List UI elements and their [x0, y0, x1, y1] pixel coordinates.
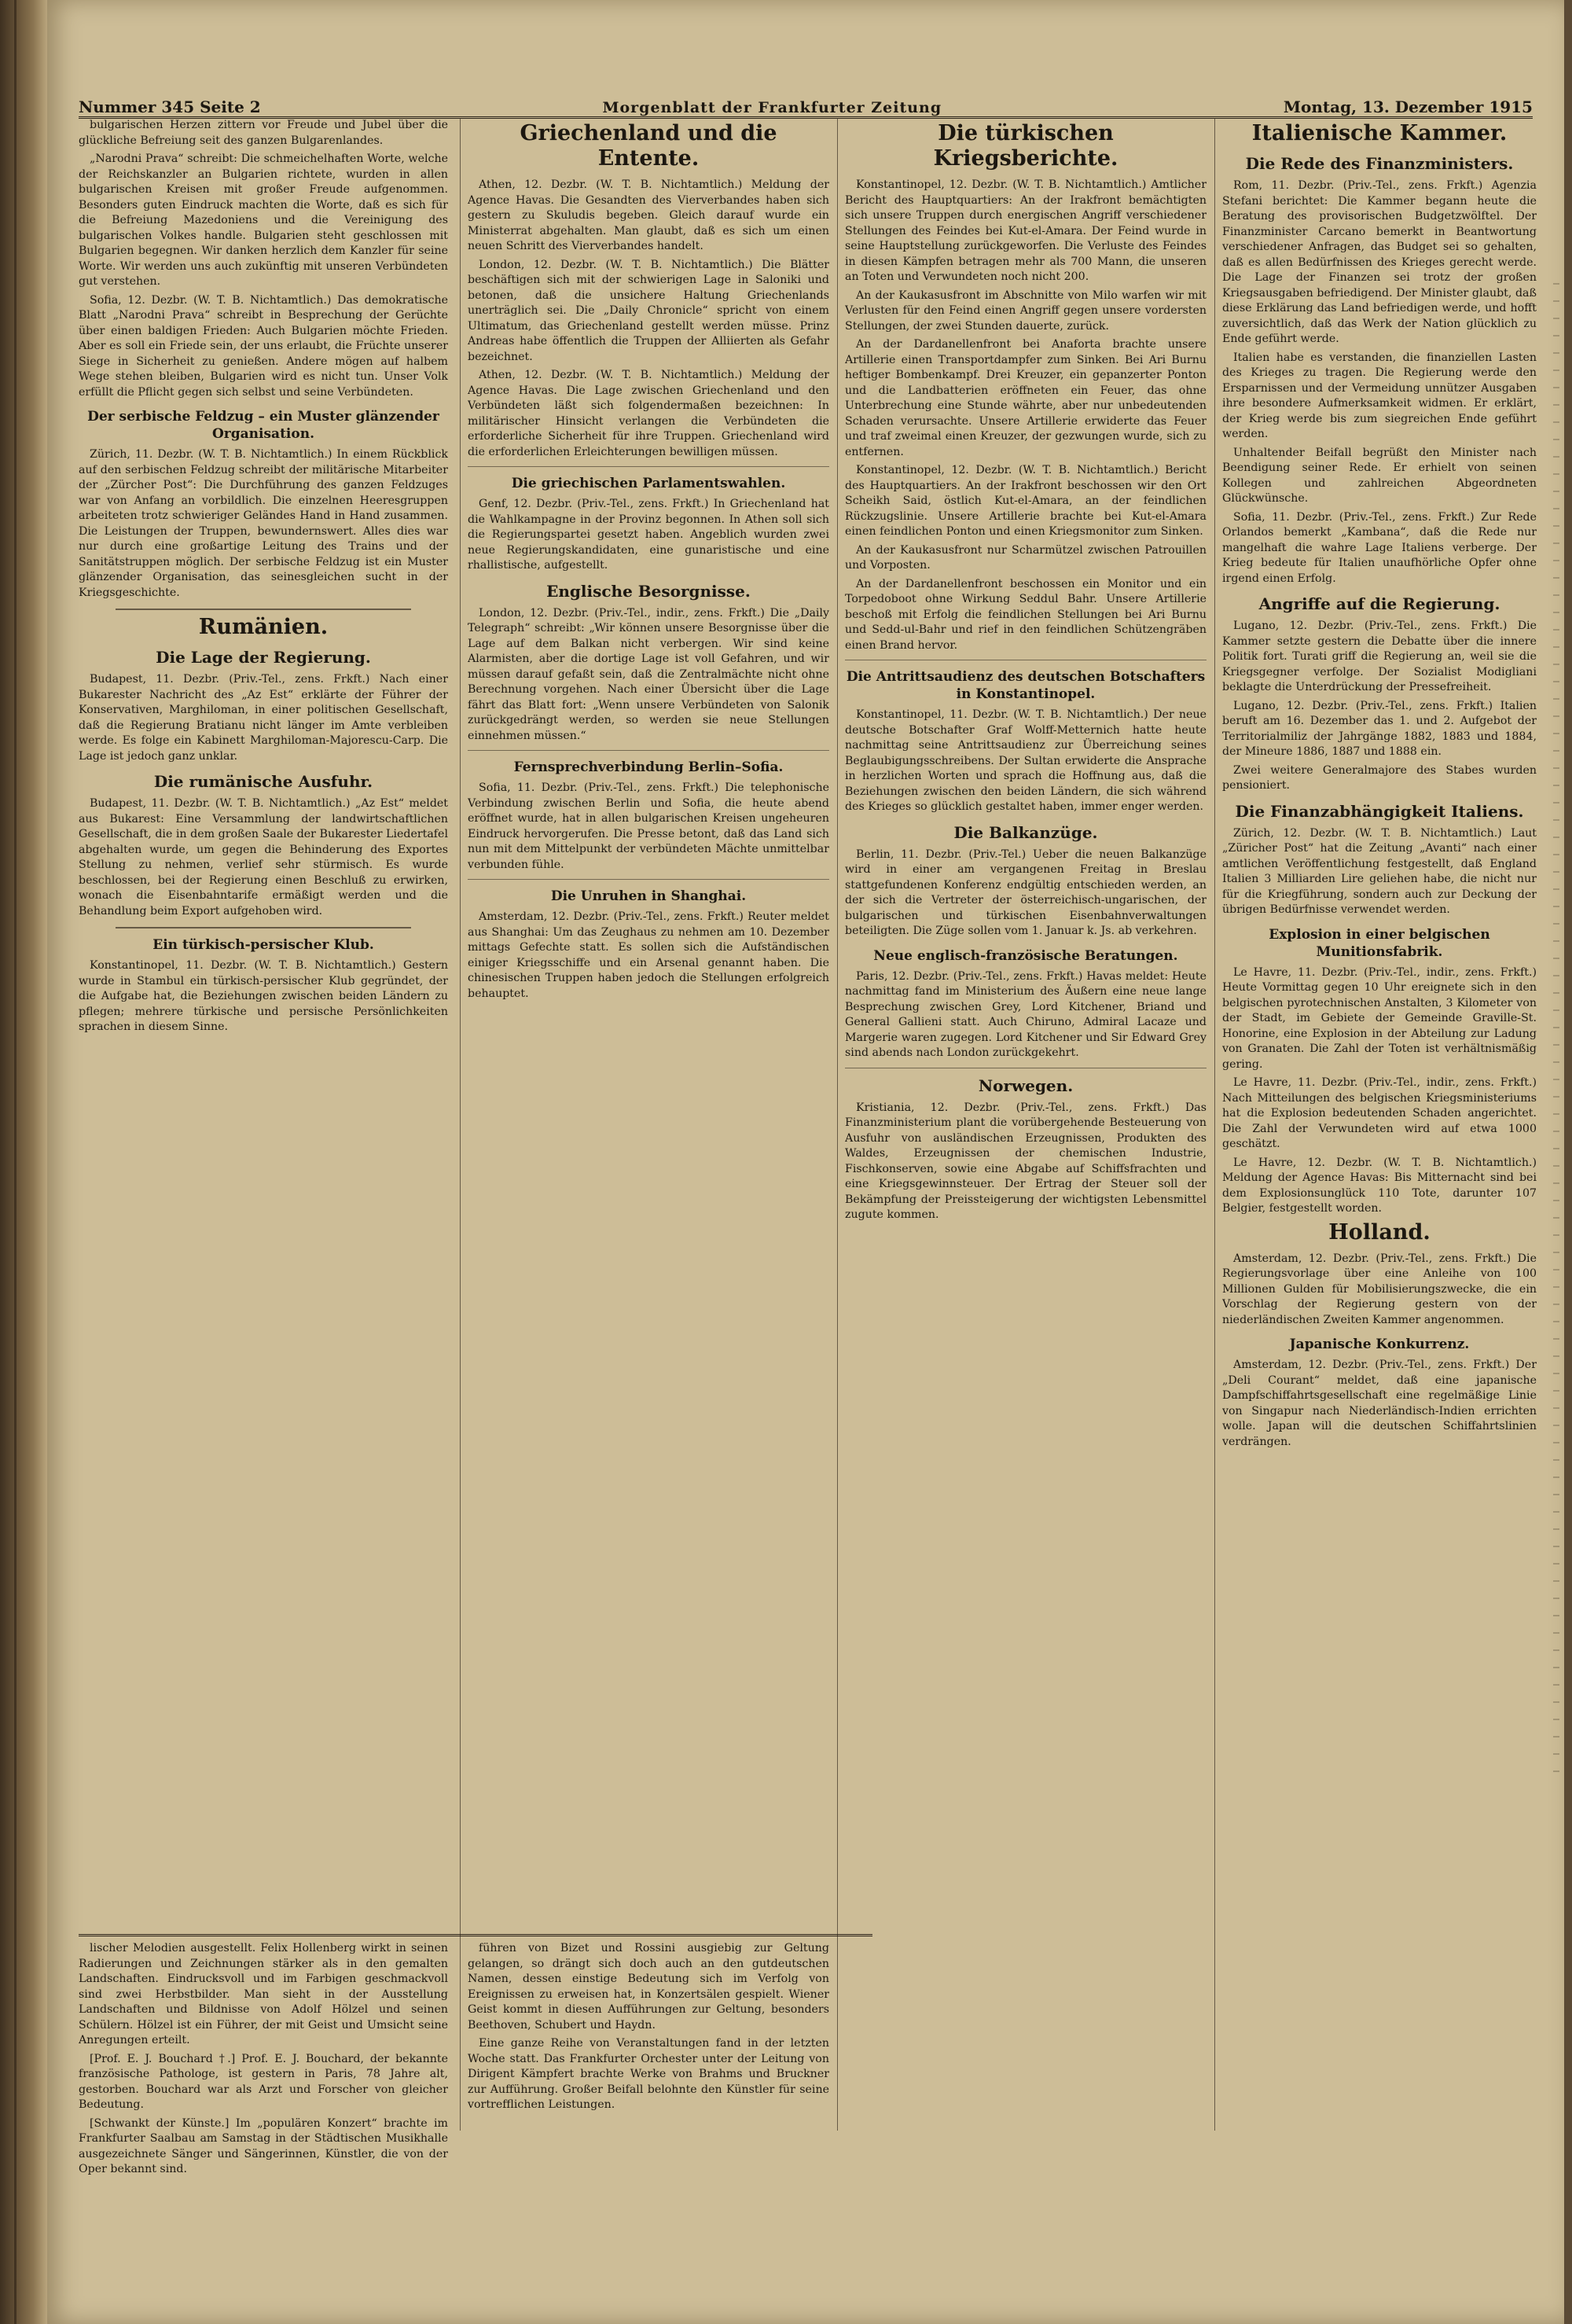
headline: Japanische Konkurrenz. — [1289, 1337, 1470, 1352]
headline: Die Rede des Finanzministers. — [1245, 154, 1514, 173]
article-paragraph: Lugano, 12. Dezbr. (Priv.-Tel., zens. Frkft.) Italien beruft am 16. Dezember das 1. und 2. Aufgebot der Territorialmiliz der Jahrgänge 1882, 1883 und 1884, der Mineure 1886, 1887 und 1888 ein. — [1222, 699, 1537, 758]
issue-date: Montag, 13. Dezember 1915 — [1283, 97, 1533, 116]
headline: Englische Besorgnisse. — [546, 581, 751, 601]
article-paragraph: Le Havre, 11. Dezbr. (Priv.-Tel., indir., zens. Frkft.) Heute Vormittag gegen 10 Uhr ereignete sich in den belgischen pyrotechnischen Anstalten, 3 Kilometer von der Stadt, im Gebiete der Gemeinde Graville-St. Honorine, eine Explosion in der Abteilung zur Ladung von Granaten. Die Zahl der Toten ist verhältnismäßig gering. — [1222, 965, 1537, 1071]
article-paragraph: An der Dardanellenfront beschossen ein Monitor und ein Torpedoboot ohne Wirkung Seddul Bahr. Unsere Artillerie beschoß mit Erfolg die feindlichen Stellungen bei Ari Burnu und Sedd-ul-Bahr und rief in den feindlichen Schützengräben einen Brand hervor. — [845, 577, 1207, 652]
article-paragraph: Amsterdam, 12. Dezbr. (Priv.-Tel., zens. Frkft.) Die Regierungsvorlage über eine Anleihe von 100 Millionen Gulden für Mobilisierungszwecke, die ein Vorschlag der Regierung gestern von der niederländischen Zweiten Kammer angenommen. — [1222, 1252, 1537, 1326]
section-title: Griechenland und die Entente. — [520, 121, 777, 171]
headline: Die rumänische Ausfuhr. — [153, 772, 373, 791]
article-paragraph: Zürich, 12. Dezbr. (W. T. B. Nichtamtlich.) Laut „Züricher Post“ hat die Zeitung „Avanti“ nach einer amtlichen Veröffentlichung festgestellt, daß England Italien 3 Milliarden Lire geliehen habe, die nicht nur für die Kriegführung, sondern auch zur Deckung der übrigen Bedürfnisse verwendet werden. — [1222, 826, 1537, 916]
article-paragraph: Konstantinopel, 12. Dezbr. (W. T. B. Nichtamtlich.) Bericht des Hauptquartiers. An der Irakfront beschossen wir den Ort Scheikh Said, östlich Kut-el-Amara, an der feindlichen Rückzugslinie. Unsere Artillerie brachte bei Kut-el-Amara einen feindlichen Ponton und einen Kriegsmonitor zum Sinken. — [845, 464, 1207, 538]
column-2 — [468, 118, 829, 2193]
article-paragraph: „Narodni Prava“ schreibt: Die schmeichelhaften Worte, welche der Reichskanzler an Bulgarien richtete, wurden in allen bulgarischen Kreisen mit großer Freude aufgenommen. Besonders guten Eindruck machten die Worte, daß es sich für die Befreiung Mazedoniens und die Vereinigung des bulgarischen Volkes handle. Bulgarien steht geschlossen mit Bulgarien begegnen. Wir danken herzlich dem Kanzler für seine Worte. Wir werden uns auch zukünftig mit unseren Verbündeten gut verstehen. — [79, 153, 448, 288]
headline: Explosion in einer belgischen Munitionsfabrik. — [1269, 926, 1490, 960]
headline: Fernsprechverbindung Berlin–Sofia. — [513, 759, 784, 775]
article-paragraph: Zürich, 11. Dezbr. (W. T. B. Nichtamtlich.) In einem Rückblick auf den serbischen Feldzug schreibt der militärische Mitarbeiter der „Zürcher Post“: Die Durchführung des ganzen Feldzuges war von Anfang an vorbildlich. Die einzelnen Heeresgruppen arbeiteten trotz schwieriger Geländes Hand in Hand zusammen. Die Leistungen der Truppen, bewundernswert. Alles dies war nur durch eine großartige Leitung des Trains und der Sanitätstruppen möglich. Der serbische Feldzug ist ein Muster glänzender Organisation, das seinesgleichen sucht in der Kriegsgeschichte. — [79, 448, 448, 599]
headline: Die Finanzabhängigkeit Italiens. — [1235, 801, 1524, 821]
headline: Die Antrittsaudienz des deutschen Botschafters in Konstantinopel. — [846, 669, 1206, 702]
article-paragraph: London, 12. Dezbr. (W. T. B. Nichtamtlich.) Die Blätter beschäftigen sich mit der schwierigen Lage in Saloniki und betonen, daß die unsichere Haltung Griechenlands unerträglich sei. Die „Daily Chronicle“ spricht von einem Ultimatum, das Griechenland gestellt werden müsse. Prinz Andreas habe öffentlich die Truppen der Alliierten als Gefahr bezeichnet. — [468, 258, 829, 363]
headline: Die Unruhen in Shanghai. — [550, 888, 747, 904]
feuilleton-paragraph: [Prof. E. J. Bouchard †.] Prof. E. J. Bouchard, der bekannte französische Pathologe, ist gestern in Paris, 78 Jahre alt, gestorben. Bouchard war als Arzt und Forscher von gleicher Bedeutung. — [79, 2052, 448, 2111]
page-header — [79, 88, 1533, 119]
headline: Der serbische Feldzug – ein Muster glänzender Organisation. — [87, 409, 439, 442]
section-divider — [116, 609, 411, 610]
section-title: Rumänien. — [198, 615, 329, 639]
binding-stripe — [14, 0, 17, 2324]
column-1 — [79, 118, 448, 2193]
article-paragraph: Zwei weitere Generalmajore des Stabes wurden pensioniert. — [1222, 763, 1537, 792]
feuilleton-column-left — [79, 1941, 448, 2311]
newspaper-title: Morgenblatt der Frankfurter Zeitung — [602, 99, 942, 116]
section-divider — [468, 750, 829, 751]
article-paragraph: Konstantinopel, 11. Dezbr. (W. T. B. Nichtamtlich.) Der neue deutsche Botschafter Graf Wolff-Metternich hatte heute nachmittag seine Antrittsaudienz zur Überreichung seines Beglaubigungsschreibens. Der Sultan erwiderte die Ansprache in herzlichen Worten und sprach die Hoffnung aus, daß die Beziehungen zwischen den beiden Ländern, die sich während des Krieges so glücklich gestaltet haben, immer enger werden. — [845, 708, 1207, 813]
headline: Die griechischen Parlamentswahlen. — [511, 476, 786, 491]
column-rule — [837, 118, 838, 2131]
article-paragraph: Budapest, 11. Dezbr. (Priv.-Tel., zens. Frkft.) Nach einer Bukarester Nachricht des „Az Est“ erklärte der Führer der Konservativen, Marghiloman, in einer politischen Gesellschaft, daß die Regierung Bratianu nicht länger im Amte verbleiben werde. Es folge ein Kabinett Marghiloman-Majorescu-Carp. Die Lage ist jedoch ganz unklar. — [79, 673, 448, 763]
article-paragraph: Le Havre, 11. Dezbr. (Priv.-Tel., indir., zens. Frkft.) Nach Mitteilungen des belgischen Kriegsministeriums hat die Explosion bedeutenden Schaden angerichtet. Die Zahl der Verwundeten wird auf etwa 1000 geschätzt. — [1222, 1076, 1537, 1150]
section-divider — [468, 879, 829, 880]
column-rule — [1214, 118, 1215, 2131]
headline: Ein türkisch-persischer Klub. — [152, 937, 374, 953]
section-title: Holland. — [1328, 1219, 1431, 1245]
article-paragraph: Athen, 12. Dezbr. (W. T. B. Nichtamtlich.) Meldung der Agence Havas. Die Lage zwischen Griechenland und den Verbündeten läßt sich folgendermaßen bezeichnen: In militärischer Hinsicht verlangen die Verbündeten die erforderliche Sicherheit für ihre Truppen. Griechenland wird die erforderlichen Erleichterungen bewilligen müssen. — [468, 369, 829, 458]
feuilleton-section — [79, 1934, 872, 2175]
feuilleton-paragraph: führen von Bizet und Rossini ausgiebig zur Geltung gelangen, so drängt sich doch auch an den gutdeutschen Namen, dessen einstige Bedeutung sich im Verfolg von Ereignissen zu erweisen hat, in Konzertsälen gespielt. Wiener Geist kommt in diesen Aufführungen zur Geltung, besonders Beethoven, Schubert und Haydn. — [468, 1942, 829, 2032]
article-paragraph: Rom, 11. Dezbr. (Priv.-Tel., zens. Frkft.) Agenzia Stefani berichtet: Die Kammer begann heute die Beratung des provisorischen Budgetzwölftel. Der Finanzminister Carcano bemerkt in Beantwortung verschiedener Anfragen, das Budget sei so gehalten, daß es allen Bedürfnissen des Krieges gerecht werde. Die Lage der Finanzen sei trotz der großen Kriegsausgaben befriedigend. Der Minister glaubt, daß diese Erklärung das Land befriedigen werde, und hofft zuversichtlich, daß das Werk der Nation glücklich zu Ende geführt werde. — [1222, 179, 1537, 345]
section-title: Italienische Kammer. — [1251, 121, 1508, 145]
article-paragraph: Budapest, 11. Dezbr. (W. T. B. Nichtamtlich.) „Az Est“ meldet aus Bukarest: Eine Versammlung der landwirtschaftlichen Gesellschaft, die in dem großen Saale der Bukarester Liedertafel abgehalten wurde, um gegen die Behinderung des Exportes Stellung zu nehmen, verlief sehr stürmisch. Es wurde beschlossen, bei der Regierung einen Beschluß zu erwirken, wonach die Eisenbahntarife ermäßigt werden und die Behandlung beim Export aufgehoben wird. — [79, 797, 448, 917]
article-paragraph: bulgarischen Herzen zittern vor Freude und Jubel über die glückliche Befreiung seit des ganzen Bulgarenlandes. — [79, 119, 448, 147]
column-3 — [845, 118, 1207, 2193]
headline: Angriffe auf die Regierung. — [1258, 594, 1500, 613]
newspaper-page — [47, 0, 1564, 2324]
article-paragraph: Lugano, 12. Dezbr. (Priv.-Tel., zens. Frkft.) Die Kammer setzte gestern die Debatte über die innere Politik fort. Turati griff die Regierung an, weil sie die Kriegsgegner verfolge. Der Sozialist Modigliani beklagte die Unterdrückung der Pressefreiheit. — [1222, 620, 1537, 693]
headline: Neue englisch-französische Beratungen. — [873, 947, 1178, 964]
feuilleton-column-right — [468, 1941, 829, 2311]
article-paragraph: Berlin, 11. Dezbr. (Priv.-Tel.) Ueber die neuen Balkanzüge wird in einer am vergangenen Freitag in Breslau stattgefundenen Konferenz endgültig entschieden werden, an der sich die Vertreter der österreichisch-ungarischen, der bulgarischen und türkischen Eisenbahnverwaltungen beteiligten. Die Züge sollen vom 1. Januar k. Js. ab verkehren. — [845, 848, 1207, 937]
article-paragraph: London, 12. Dezbr. (Priv.-Tel., indir., zens. Frkft.) Die „Daily Telegraph“ schreibt: „Wir können unsere Besorgnisse über die Lage auf dem Balkan nicht verbergen. Wir sind keine Alarmisten, aber die dortige Lage ist voll Gefahren, und wir müssen darauf gefaßt sein, daß die Zentralmächte nicht ohne Berechnung vorgehen. Nach einer Übersicht über die Lage fährt das Blatt fort: „Wenn unsere Verbündeten von Salonik zurückgedrängt werden, so werden sie neue Stellungen einnehmen müssen.“ — [468, 606, 829, 742]
headline: Die Lage der Regierung. — [156, 648, 371, 667]
article-paragraph: Sofia, 11. Dezbr. (Priv.-Tel., zens. Frkft.) Zur Rede Orlandos bemerkt „Kambana“, daß die Rede nur mangelhaft die wahre Lage Italiens verberge. Der Krieg bedeute für Italien unaufhörliche Opfer ohne irgend einen Erfolg. — [1222, 510, 1537, 585]
column-rule — [460, 118, 461, 2131]
margin-marks — [1553, 283, 1559, 1777]
article-paragraph: Amsterdam, 12. Dezbr. (Priv.-Tel., zens. Frkft.) Reuter meldet aus Shanghai: Um das Zeughaus zu nehmen am 10. Dezember mittags Gefechte statt. Es sollen sich die Aufständischen einiger Kriegsschiffe und ein Arsenal genannt haben. Die chinesischen Truppen haben jedoch die Stellungen erfolgreich behauptet. — [468, 910, 829, 1000]
article-paragraph: Le Havre, 12. Dezbr. (W. T. B. Nichtamtlich.) Meldung der Agence Havas: Bis Mitternacht sind bei dem Explosionsunglück 110 Tote, darunter 107 Belgier, festgestellt worden. — [1222, 1156, 1537, 1215]
feuilleton-paragraph: Eine ganze Reihe von Veranstaltungen fand in der letzten Woche statt. Das Frankfurter Orchester unter der Leitung von Dirigent Kämpfert brachte Werke von Brahms und Bruckner zur Aufführung. Großer Beifall belohnte den Künstler für seine vortrefflichen Leistungen. — [468, 2037, 829, 2111]
article-paragraph: Sofia, 11. Dezbr. (Priv.-Tel., zens. Frkft.) Die telephonische Verbindung zwischen Berlin und Sofia, die heute abend eröffnet wurde, hat in allen bulgarischen Kreisen ungeheuren Eindruck hervorgerufen. Die Presse betont, daß das Land sich nun mit dem Mittelpunkt der verbündeten Mächte unmittelbar verbunden fühle. — [468, 781, 829, 871]
article-paragraph: Sofia, 12. Dezbr. (W. T. B. Nichtamtlich.) Das demokratische Blatt „Narodni Prava“ schreibt in Besprechung der Gerüchte über einen baldigen Frieden: Auch Bulgarien möchte Frieden. Aber es soll ein Friede sein, der uns erlaubt, die Früchte unserer Siege in Sicherheit zu genießen. Andere mögen auf halbem Wege stehen bleiben, Bulgarien wird es nicht tun. Unser Volk erfüllt die Pflicht gegen sich selbst und seine Verbündeten. — [79, 293, 448, 399]
column-4 — [1222, 118, 1537, 2193]
article-paragraph: Genf, 12. Dezbr. (Priv.-Tel., zens. Frkft.) In Griechenland hat die Wahlkampagne in der Provinz begonnen. In Athen soll sich die Regierungspartei gesetzt haben. Angeblich wurden zwei neue Regierungskandidaten, eine gunaristische und eine rhallistische, aufgestellt. — [468, 498, 829, 572]
article-paragraph: An der Kaukasusfront nur Scharmützel zwischen Patrouillen und Vorposten. — [845, 543, 1207, 572]
article-paragraph: Athen, 12. Dezbr. (W. T. B. Nichtamtlich.) Meldung der Agence Havas. Die Gesandten des Vierverbandes haben sich gestern zu Skuludis begeben. Gleich darauf wurde ein Ministerrat abgehalten. Man glaubt, daß es sich um einen neuen Schritt des Vierverbandes handelt. — [468, 178, 829, 252]
issue-number: Nummer 345 Seite 2 — [79, 97, 261, 116]
section-divider — [468, 466, 829, 467]
article-paragraph: Konstantinopel, 11. Dezbr. (W. T. B. Nichtamtlich.) Gestern wurde in Stambul ein türkisch-persischer Klub gegründet, der die Aufgabe hat, die Beziehungen zwischen beiden Ländern zu pflegen; mehrere türkische und persische Persönlichkeiten sprachen in diesem Sinne. — [79, 959, 448, 1033]
feuilleton-paragraph: lischer Melodien ausgestellt. Felix Hollenberg wirkt in seinen Radierungen und Zeichnungen stärker als in den gemalten Landschaften. Eindrucksvoll und im Farbigen geschmackvoll sind zwei Herbstbilder. Man sieht in der Ausstellung Landschaften und Bildnisse von Adolf Hölzel und seinen Schülern. Hölzel ist ein Führer, der mit Geist und Umsicht seine Anregungen erteilt. — [79, 1942, 448, 2046]
article-paragraph: Konstantinopel, 12. Dezbr. (W. T. B. Nichtamtlich.) Amtlicher Bericht des Hauptquartiers: An der Irakfront bemächtigten sich unsere Truppen durch energischen Angriff verschiedener Stellungen des Feindes bei Kut-el-Amara. Der Feind wurde in seine Hauptstellung zurückgeworfen. Die Verluste des Feindes in diesen Kämpfen betragen mehr als 700 Mann, die unseren an Toten und Verwundeten noch nicht 200. — [845, 178, 1207, 283]
section-divider — [116, 927, 411, 928]
feuilleton-paragraph: [Schwankt der Künste.] Im „populären Konzert“ brachte im Frankfurter Saalbau am Samstag in der Städtischen Musikhalle ausgezeichnete Sänger und Sängerinnen, Künstler, die von der Oper bekannt sind. — [79, 2116, 448, 2175]
article-paragraph: Paris, 12. Dezbr. (Priv.-Tel., zens. Frkft.) Havas meldet: Heute nachmittag fand im Ministerium des Äußern eine neue lange Besprechung zwischen Grey, Lord Kitchener, Briand und General Gallieni statt. Auch Chiruno, Admiral Lacaze und Margerie waren zugegen. Lord Kitchener und Sir Edward Grey sind abends nach London zurückgekehrt. — [845, 969, 1207, 1059]
article-paragraph: Amsterdam, 12. Dezbr. (Priv.-Tel., zens. Frkft.) Der „Deli Courant“ meldet, daß eine japanische Dampfschiffahrtsgesellschaft eine regelmäßige Linie von Singapur nach Niederländisch-Indien errichten wolle. Japan will die deutschen Schiffahrtslinien verdrängen. — [1222, 1359, 1537, 1448]
article-paragraph: Kristiania, 12. Dezbr. (Priv.-Tel., zens. Frkft.) Das Finanzministerium plant die vorübergehende Besteuerung von Ausfuhr von ausländischen Erzeugnissen, Produkten des Waldes, Erzeugnissen der chemischen Industrie, Fischkonserven, sowie eine Abgabe auf Schiffsfrachten und eine Kriegsgewinnsteuer. Der Ertrag der Steuer soll der Bekämpfung der Preissteigerung der wichtigsten Lebensmittel zugute kommen. — [845, 1101, 1207, 1221]
article-paragraph: Italien habe es verstanden, die finanziellen Lasten des Krieges zu tragen. Die Regierung werde den Ersparnissen und der Vermeidung unnützer Ausgaben ihre besondere Aufmerksamkeit widmen. Er erklärt, der Krieg werde bis zum siegreichen Ende geführt werden. — [1222, 351, 1537, 440]
headline: Die Balkanzüge. — [953, 822, 1098, 842]
section-title: Die türkischen Kriegsberichte. — [933, 121, 1118, 171]
book-binding — [0, 0, 47, 2324]
article-paragraph: An der Dardanellenfront bei Anaforta brachte unsere Artillerie einen Transportdampfer zum Sinken. Bei Ari Burnu heftiger Bombenkampf. Drei Kreuzer, ein gepanzerter Ponton und die Landbatterien eröffneten ein Feuer, das ohne Unterbrechung eine Stunde währte, aber nur unbedeutenden Schaden verursachte. Unsere Artillerie erwiderte das Feuer und traf zweimal einen Kreuzer, der gezwungen wurde, sich zu entfernen. — [845, 338, 1207, 458]
article-paragraph: Unhaltender Beifall begrüßt den Minister nach Beendigung seiner Rede. Er erhielt von seinen Kollegen und zahlreichen Abgeordneten Glückwünsche. — [1222, 446, 1537, 505]
headline: Norwegen. — [978, 1076, 1074, 1095]
article-paragraph: An der Kaukasusfront im Abschnitte von Milo warfen wir mit Verlusten für den Feind einen Angriff gegen unsere vordersten Stellungen, der zwei Stunden dauerte, zurück. — [845, 289, 1207, 333]
